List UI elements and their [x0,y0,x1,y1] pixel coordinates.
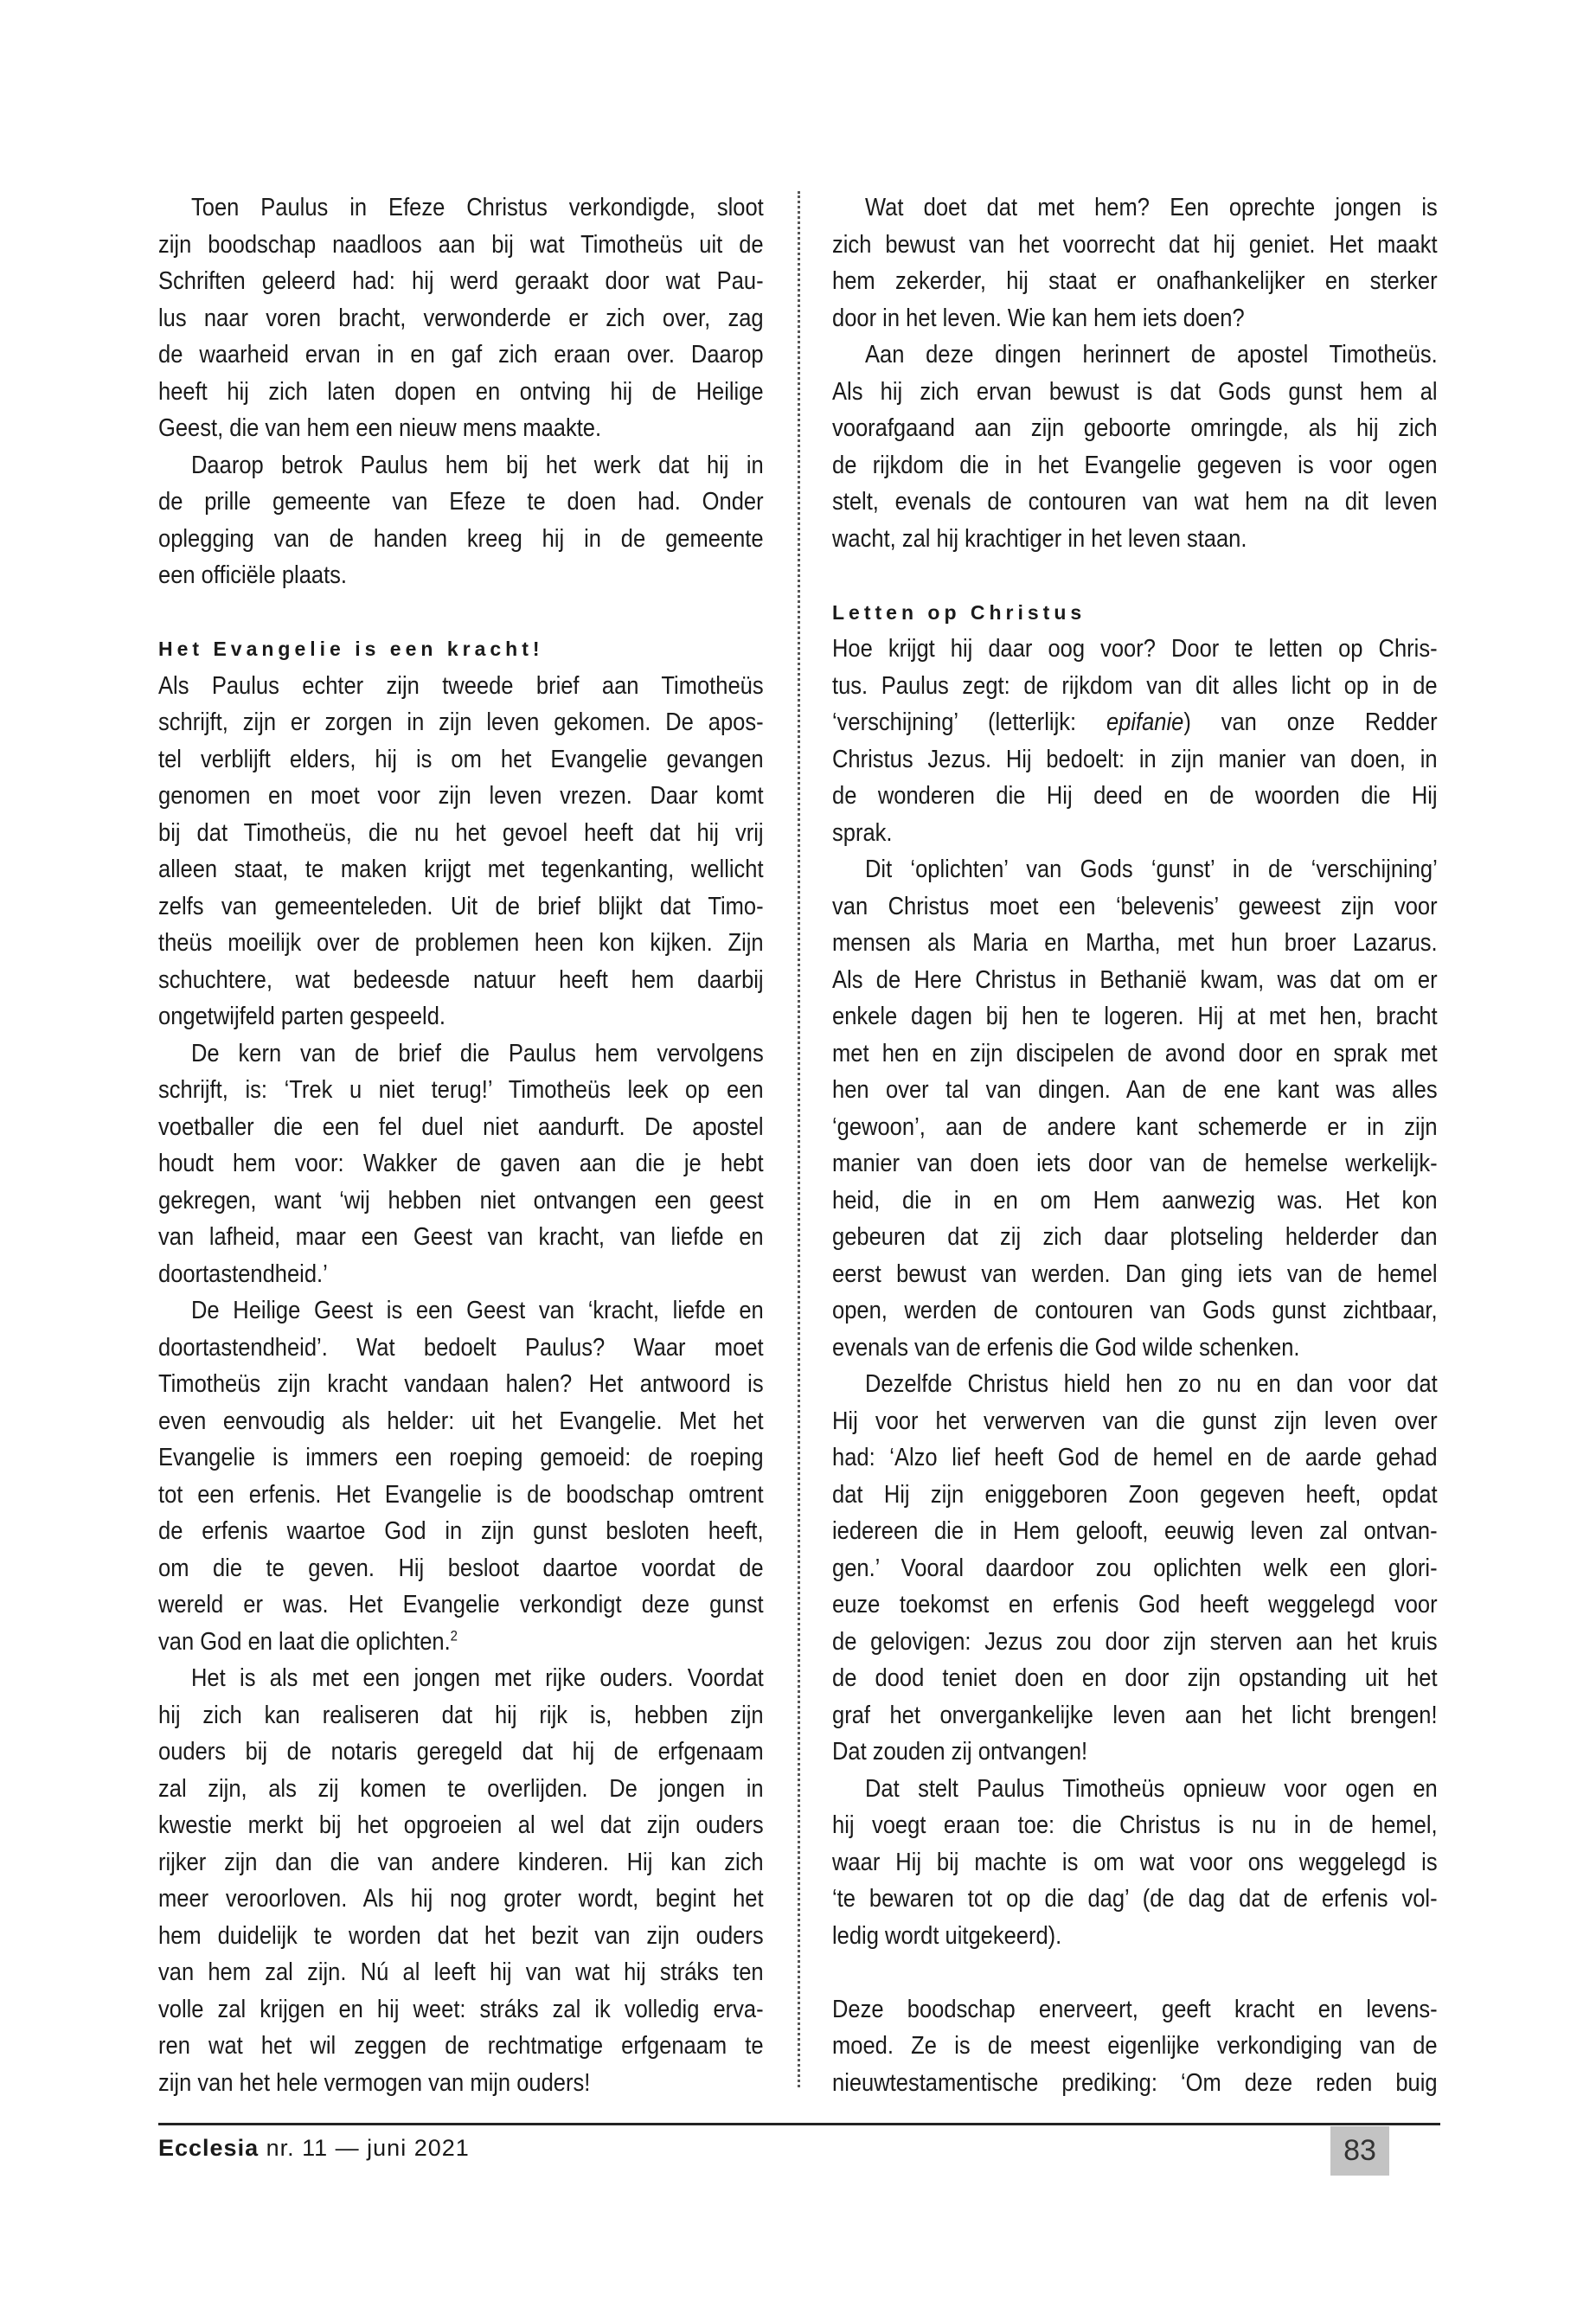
footer-rule [158,2123,1440,2125]
paragraph-line: de erfenis waartoe God in zijn gunst besloten heeft, [158,1517,764,1545]
italic-term: epifanie [1106,708,1184,736]
paragraph-line: iedereen die in Hem gelooft, eeuwig leven zal ontvan- [832,1517,1438,1545]
paragraph-line: de gelovigen: Jezus zou door zijn sterven aan het kruis [832,1627,1438,1656]
paragraph-line: eerst bewust van werden. Dan ging iets van de hemel [832,1259,1438,1288]
paragraph-line [832,704,1438,741]
paragraph-line: Dezelfde Christus hield hen zo nu en dan voor dat [865,1370,1438,1398]
paragraph-line: oplegging van de handen kreeg hij in de gemeente [158,524,764,553]
section-heading: Het Evangelie is een kracht! [158,638,544,660]
text-segment: ) van onze Redder [1183,708,1438,736]
paragraph-line: ledig wordt uitgekeerd). [832,1921,1062,1950]
paragraph-line: waar Hij bij machte is om wat voor ons weggelegd is [832,1848,1438,1876]
paragraph-line: manier van doen iets door van de hemelse werkelijk- [832,1150,1438,1177]
paragraph-line: van lafheid, maar een Geest van kracht, van liefde en [158,1223,764,1251]
paragraph-line: door in het leven. Wie kan hem iets doen? [832,304,1245,332]
text-segment: ‘verschijning’ (letterlijk: [832,708,1106,736]
paragraph-line: ren wat het wil zeggen de rechtmatige erfgenaam te [158,2032,764,2060]
paragraph-line: dat Hij zijn eniggeboren Zoon gegeven heeft, opdat [832,1480,1438,1509]
paragraph-line: Daarop betrok Paulus hem bij het werk dat hij in [191,451,764,479]
paragraph-line: Dit ‘oplichten’ van Gods ‘gunst’ in de ‘verschijning’ [865,856,1438,883]
issue-info: nr. 11 — juni 2021 [266,2135,470,2161]
paragraph-line: gen.’ Vooral daardoor zou oplichten welk een glori- [832,1554,1438,1582]
paragraph-line: Deze boodschap enerveert, geeft kracht en levens- [832,1995,1438,2023]
paragraph-line: hen over tal van dingen. Aan de ene kant was alles [832,1076,1438,1104]
blank-line [832,557,1438,594]
paragraph-line [158,1624,764,1661]
paragraph-line: schrijft, is: ‘Trek u niet terug!’ Timotheüs leek op een [158,1076,764,1104]
paragraph-line: de dood teniet doen en door zijn opstanding uit het [832,1664,1438,1692]
paragraph-line: zelfs van gemeenteleden. Uit de brief blijkt dat Timo- [158,892,764,920]
paragraph-line: Christus Jezus. Hij bedoelt: in zijn manier van doen, in [832,745,1438,773]
paragraph-line: van hem zal zijn. Nú al leeft hij van wat hij stráks ten [158,1958,764,1986]
paragraph-line: nieuwtestamentische prediking: ‘Om deze reden buig [832,2068,1438,2097]
paragraph-line: doortastendheid.’ [158,1259,328,1288]
paragraph-line: de rijkdom die in het Evangelie gegeven is voor ogen [832,451,1438,479]
article-column-right [832,189,1438,2101]
paragraph-line: voetballer die een fel duel niet aandurft. De apostel [158,1112,764,1141]
paragraph-line: zal zijn, als zij komen te overlijden. De jongen in [158,1774,764,1803]
paragraph-line: de prille gemeente van Efeze te doen had. Onder [158,488,764,516]
paragraph-line: Aan deze dingen herinnert de apostel Timotheüs. [865,341,1438,369]
paragraph-line: hem zekerder, hij staat er onafhankelijker en sterker [832,267,1438,295]
paragraph-line: moed. Ze is de meest eigenlijke verkondiging van de [832,2032,1438,2060]
paragraph-line: Het is als met een jongen met rijke ouders. Voordat [191,1664,764,1692]
paragraph-line: tus. Paulus zegt: de rijkdom van dit alles licht op in de [832,671,1438,700]
magazine-name: Ecclesia [158,2135,260,2161]
paragraph-line: Toen Paulus in Efeze Christus verkondigde, sloot [191,194,764,221]
paragraph-line: euze toekomst en erfenis God heeft weggelegd voor [832,1591,1438,1618]
paragraph-line: alleen staat, te maken krijgt met tegenkanting, wellicht [158,856,764,883]
paragraph-line: Schriften geleerd had: hij werd geraakt door wat Pau- [158,267,764,295]
paragraph-line: heeft hij zich laten dopen en ontving hij de Heilige [158,377,764,406]
paragraph-line: Dat zouden zij ontvangen! [832,1738,1088,1766]
paragraph-line: Als de Here Christus in Bethanië kwam, was dat om er [832,965,1438,994]
paragraph-line: heid, die in en om Hem aanwezig was. Het kon [832,1186,1438,1215]
section-heading: Letten op Christus [832,600,1086,624]
paragraph-line: voorafgaand aan zijn geboorte omringde, als hij zich [832,414,1438,442]
paragraph-line: bij dat Timotheüs, die nu het gevoel heeft dat hij vrij [158,818,764,847]
paragraph-line: wereld er was. Het Evangelie verkondigt deze gunst [158,1591,764,1618]
paragraph-line: Hij voor het verwerven van die gunst zijn leven over [832,1407,1438,1435]
paragraph-line: hem duidelijk te worden dat het bezit van zijn ouders [158,1921,764,1950]
paragraph-line: tot een erfenis. Het Evangelie is de boodschap omtrent [158,1480,764,1509]
paragraph-line: gebeuren dat zij zich daar plotseling helderder dan [832,1223,1438,1251]
footnote-marker: 2 [450,1626,458,1644]
paragraph-line: ouders bij de notaris geregeld dat hij de erfgenaam [158,1738,764,1766]
article-column-left [158,189,764,2101]
blank-line [832,1954,1438,1991]
paragraph-line: Geest, die van hem een nieuw mens maakte. [158,414,602,442]
column-divider [798,191,800,2087]
paragraph-line: tel verblijft elders, hij is om het Evangelie gevangen [158,745,764,773]
paragraph-line: Als Paulus echter zijn tweede brief aan Timotheüs [158,671,764,700]
paragraph-line: Dat stelt Paulus Timotheüs opnieuw voor ogen en [865,1774,1438,1803]
footer-credit [158,2135,470,2162]
paragraph-line: Hoe krijgt hij daar oog voor? Door te letten op Chris- [832,635,1438,663]
paragraph-line: lus naar voren bracht, verwonderde er zich over, zag [158,304,764,332]
paragraph-line: Als hij zich ervan bewust is dat Gods gunst hem al [832,377,1438,406]
paragraph-line: hij zich kan realiseren dat hij rijk is, hebben zijn [158,1701,764,1729]
paragraph-line: ‘te bewaren tot op die dag’ (de dag dat de erfenis vol- [832,1885,1438,1913]
paragraph-line: Evangelie is immers een roeping gemoeid: de roeping [158,1444,764,1471]
paragraph-line: schuchtere, wat bedeesde natuur heeft hem daarbij [158,965,764,994]
paragraph-line: stelt, evenals de contouren van wat hem na dit leven [832,488,1438,516]
paragraph-line: genomen en moet voor zijn leven vrezen. Daar komt [158,782,764,810]
paragraph-line: de waarheid ervan in en gaf zich eraan over. Daarop [158,341,764,369]
paragraph-line: Timotheüs zijn kracht vandaan halen? Het antwoord is [158,1370,764,1398]
paragraph-line: meer veroorloven. Als hij nog groter wordt, begint het [158,1885,764,1913]
paragraph-line: de wonderen die Hij deed en de woorden die Hij [832,782,1438,810]
paragraph-line: enkele dagen bij hen te logeren. Hij at met hen, bracht [832,1003,1438,1030]
paragraph-line: wacht, zal hij krachtiger in het leven staan. [832,524,1247,553]
page-number: 83 [1330,2126,1389,2176]
paragraph-line: ‘gewoon’, aan de andere kant schemerde er in zijn [832,1112,1438,1141]
paragraph-line: houdt hem voor: Wakker de gaven aan die je hebt [158,1150,764,1177]
paragraph-line: volle zal krijgen en hij weet: stráks zal ik volledig erva- [158,1995,764,2023]
paragraph-line: rijker zijn dan die van andere kinderen. Hij kan zich [158,1848,764,1876]
paragraph-line: even eenvoudig als helder: uit het Evangelie. Met het [158,1407,764,1435]
paragraph-line: De Heilige Geest is een Geest van ‘kracht, liefde en [191,1297,764,1324]
paragraph-line: met hen en zijn discipelen de avond door en sprak met [832,1039,1438,1067]
paragraph-line: evenals van de erfenis die God wilde schenken. [832,1333,1300,1362]
paragraph-line: De kern van de brief die Paulus hem vervolgens [191,1039,764,1067]
paragraph-line: hij voegt eraan toe: die Christus is nu in de hemel, [832,1811,1438,1839]
paragraph-line: schrijft, zijn er zorgen in zijn leven gekomen. De apos- [158,708,764,736]
paragraph-line: doortastendheid’. Wat bedoelt Paulus? Waar moet [158,1333,764,1362]
paragraph-line: mensen als Maria en Martha, met hun broer Lazarus. [832,929,1438,957]
paragraph-line: een officiële plaats. [158,561,348,589]
text-segment: van God en laat die oplichten. [158,1627,451,1656]
paragraph-line: graf het onvergankelijke leven aan het licht brengen! [832,1701,1438,1729]
paragraph-line: ongetwijfeld parten gespeeld. [158,1003,446,1030]
paragraph-line: theüs moeilijk over de problemen heen kon kijken. Zijn [158,929,764,957]
paragraph-line: had: ‘Alzo lief heeft God de hemel en de aarde gehad [832,1444,1438,1471]
blank-line [158,594,764,631]
paragraph-line: kwestie merkt bij het opgroeien al wel dat zijn ouders [158,1811,764,1839]
paragraph-line: van Christus moet een ‘belevenis’ geweest zijn voor [832,892,1438,920]
paragraph-line: sprak. [832,818,893,847]
paragraph-line: Wat doet dat met hem? Een oprechte jongen is [865,194,1438,221]
paragraph-line: om die te geven. Hij besloot daartoe voordat de [158,1554,764,1582]
paragraph-line: zijn boodschap naadloos aan bij wat Timotheüs uit de [158,230,764,259]
paragraph-line: zijn van het hele vermogen van mijn ouders! [158,2068,591,2097]
paragraph-line: open, werden de contouren van Gods gunst zichtbaar, [832,1297,1438,1324]
paragraph-line: zich bewust van het voorrecht dat hij geniet. Het maakt [832,230,1438,259]
paragraph-line: gekregen, want ‘wij hebben niet ontvangen een geest [158,1186,764,1215]
